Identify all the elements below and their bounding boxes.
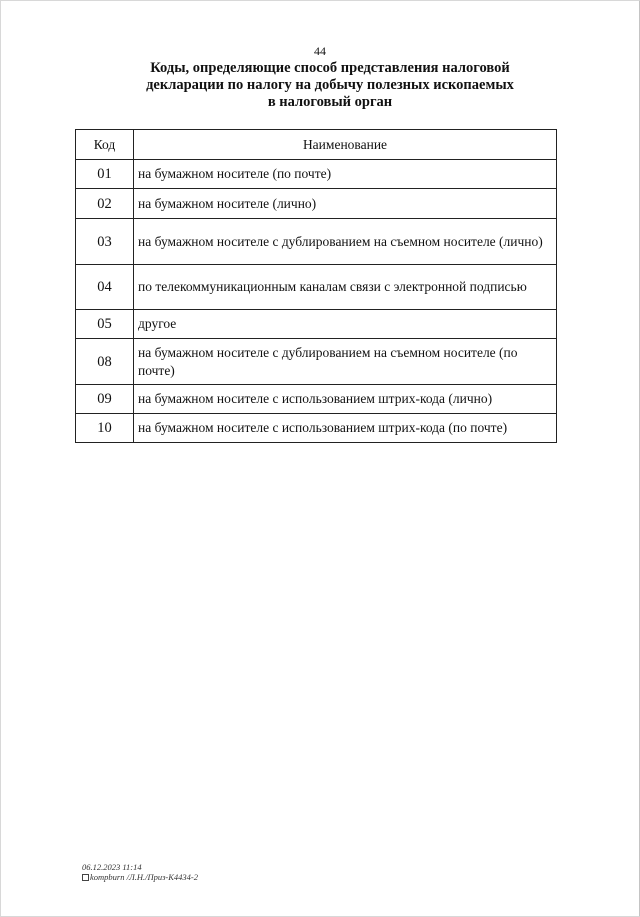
print-footer: [82, 862, 198, 882]
page-number: 44: [314, 44, 326, 58]
name-cell: на бумажном носителе с использованием штрих-кода (лично): [134, 385, 557, 414]
document-stamp-icon: [82, 874, 89, 881]
name-cell: на бумажном носителе с дублированием на съемном носителе (по почте): [134, 339, 557, 385]
name-cell: на бумажном носителе (по почте): [134, 160, 557, 189]
name-cell: на бумажном носителе (лично): [134, 189, 557, 219]
table-row: [76, 265, 557, 310]
footer-path: kompburn /Л.Н./Приз-К4434-2: [90, 872, 198, 882]
heading-line-2: декларации по налогу на добычу полезных ископаемых: [146, 77, 514, 93]
footer-timestamp: 06.12.2023 11:14: [82, 862, 142, 872]
table-row: [76, 385, 557, 414]
code-cell: 01: [76, 160, 134, 189]
heading-line-3: в налоговый орган: [267, 94, 393, 110]
code-cell: 04: [76, 265, 134, 310]
table-row: [76, 189, 557, 219]
header-code: Код: [76, 130, 134, 160]
table-row: [76, 414, 557, 443]
table-row: [76, 160, 557, 189]
table-row: [76, 219, 557, 265]
code-cell: 05: [76, 310, 134, 339]
code-cell: 08: [76, 339, 134, 385]
heading-line-1: Коды, определяющие способ представления налоговой: [150, 60, 510, 76]
name-cell: на бумажном носителе с дублированием на съемном носителе (лично): [134, 219, 557, 265]
code-cell: 09: [76, 385, 134, 414]
code-cell: 10: [76, 414, 134, 443]
table-row: [76, 310, 557, 339]
table-header-row: [76, 130, 557, 160]
name-cell: по телекоммуникационным каналам связи с электронной подписью: [134, 265, 557, 310]
codes-table: [75, 129, 557, 443]
table-row: [76, 339, 557, 385]
code-cell: 03: [76, 219, 134, 265]
name-cell: другое: [134, 310, 557, 339]
document-heading: [110, 60, 550, 111]
footer-path-line: [82, 872, 198, 882]
code-cell: 02: [76, 189, 134, 219]
name-cell: на бумажном носителе с использованием штрих-кода (по почте): [134, 414, 557, 443]
header-name: Наименование: [134, 130, 557, 160]
